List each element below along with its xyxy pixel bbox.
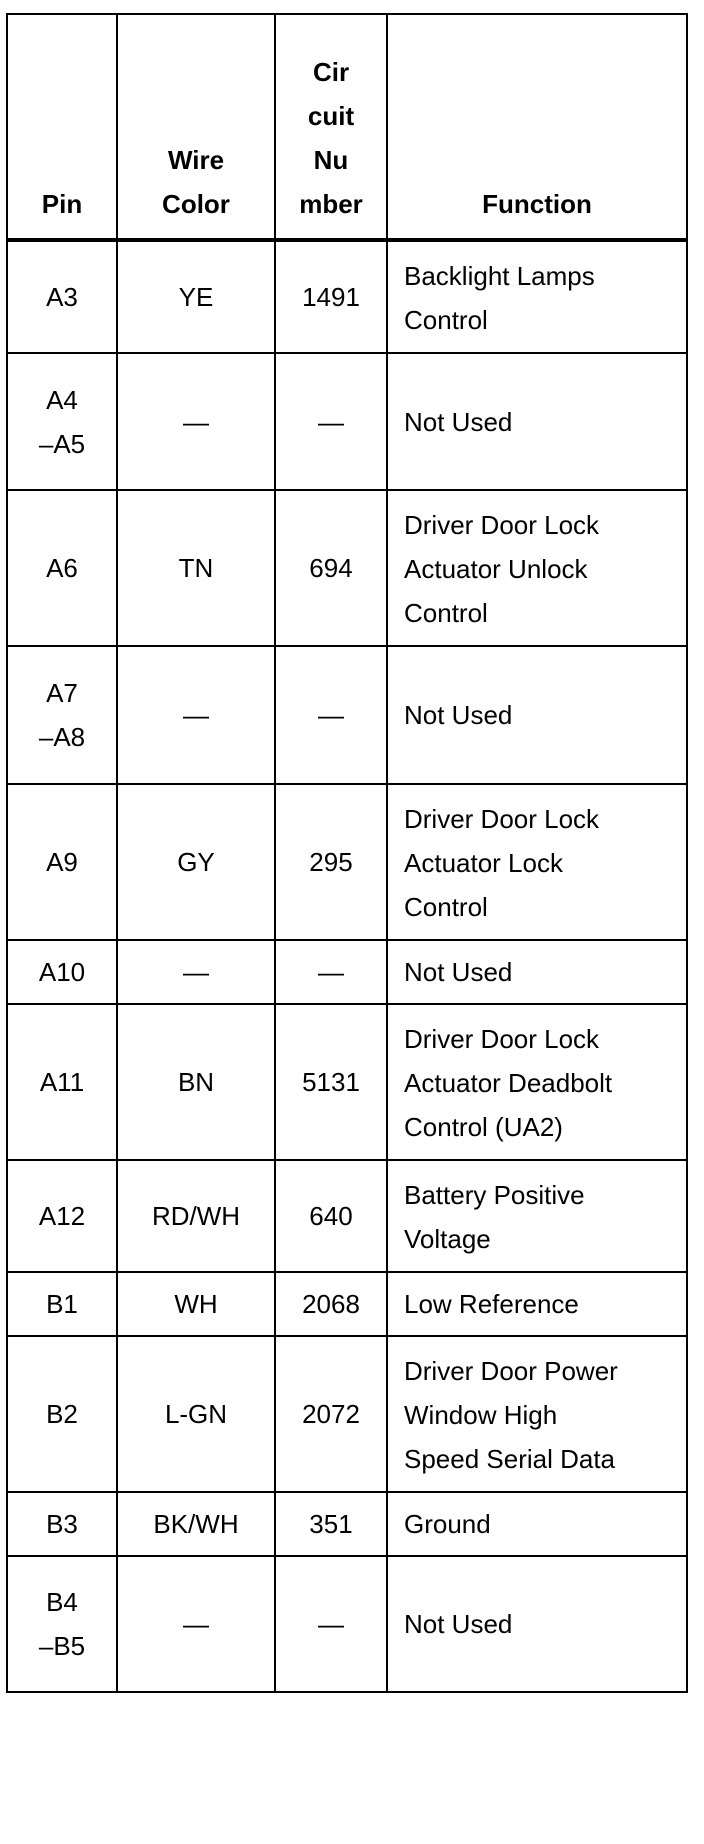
pin-cell	[7, 1004, 117, 1160]
wire-color-cell: YE	[117, 240, 275, 353]
pin-range-text: –B5	[38, 1631, 86, 1661]
wire-color-cell: BK/WH	[117, 1492, 275, 1556]
pin-cell	[7, 646, 117, 784]
function-line-2: Actuator Unlock	[404, 554, 588, 584]
function-line-1: Not Used	[404, 700, 513, 730]
pin-text: B3	[46, 1509, 78, 1539]
function-line-1: Not Used	[404, 1609, 513, 1639]
pin-cell	[7, 940, 117, 1004]
table-row	[7, 1272, 687, 1336]
header-wire-color-line-2: Color	[162, 189, 230, 219]
connector-pin-table	[6, 13, 688, 1693]
function-line-1: Driver Door Power	[404, 1356, 618, 1386]
wire-color-cell: TN	[117, 490, 275, 646]
function-cell	[387, 784, 687, 940]
function-cell	[387, 1160, 687, 1272]
function-cell	[387, 490, 687, 646]
circuit-cell: 2072	[275, 1336, 387, 1492]
function-line-3: Control (UA2)	[404, 1112, 563, 1142]
pin-text: A3	[46, 282, 78, 312]
table-row	[7, 240, 687, 353]
wire-color-cell: —	[117, 646, 275, 784]
header-wire-color-line-1: Wire	[167, 145, 225, 175]
pin-text: A7	[46, 678, 78, 708]
table-row	[7, 1336, 687, 1492]
circuit-cell: 2068	[275, 1272, 387, 1336]
table-row	[7, 1160, 687, 1272]
pin-cell	[7, 240, 117, 353]
function-line-1: Driver Door Lock	[404, 510, 600, 540]
pin-text: A11	[39, 1067, 85, 1097]
function-line-1: Ground	[404, 1509, 491, 1539]
function-line-2: Actuator Deadbolt	[404, 1068, 613, 1098]
header-circuit-line-4: mber	[299, 189, 363, 219]
table-row	[7, 1556, 687, 1692]
function-line-2: Control	[404, 305, 488, 335]
table-row	[7, 490, 687, 646]
function-cell	[387, 1556, 687, 1692]
function-cell	[387, 646, 687, 784]
pin-cell	[7, 1160, 117, 1272]
function-line-3: Control	[404, 892, 488, 922]
header-row	[7, 14, 687, 240]
pin-text: A12	[38, 1201, 86, 1231]
wire-color-cell: —	[117, 353, 275, 490]
pin-text: A10	[38, 957, 86, 987]
pin-cell	[7, 784, 117, 940]
wire-color-cell: RD/WH	[117, 1160, 275, 1272]
wire-color-cell: —	[117, 1556, 275, 1692]
pin-cell	[7, 1336, 117, 1492]
wire-color-cell: WH	[117, 1272, 275, 1336]
function-line-3: Speed Serial Data	[404, 1444, 616, 1474]
pin-text: A4	[46, 384, 78, 415]
circuit-cell: —	[275, 1556, 387, 1692]
function-line-2: Actuator Lock	[404, 848, 563, 878]
wire-color-cell: —	[117, 940, 275, 1004]
wire-color-cell: L-GN	[117, 1336, 275, 1492]
table-row	[7, 353, 687, 490]
function-line-1: Battery Positive	[404, 1180, 585, 1210]
table-row	[7, 646, 687, 784]
circuit-cell: 5131	[275, 1004, 387, 1160]
circuit-cell: 1491	[275, 240, 387, 353]
function-cell	[387, 1336, 687, 1492]
table-row	[7, 784, 687, 940]
header-circuit-line-2: cuit	[307, 101, 355, 131]
circuit-cell: 351	[275, 1492, 387, 1556]
pin-cell	[7, 1492, 117, 1556]
function-line-3: Control	[404, 598, 488, 628]
header-circuit-line-3: Nu	[313, 145, 349, 175]
function-line-1: Not Used	[404, 406, 513, 437]
function-cell	[387, 1272, 687, 1336]
header-wire-color	[117, 14, 275, 240]
pin-text: A6	[46, 553, 78, 583]
header-function-text: Function	[482, 189, 592, 219]
table-row	[7, 940, 687, 1004]
function-cell	[387, 1492, 687, 1556]
pin-cell	[7, 490, 117, 646]
circuit-cell: —	[275, 646, 387, 784]
pin-cell	[7, 353, 117, 490]
header-pin-text: Pin	[41, 189, 83, 219]
function-line-1: Low Reference	[404, 1289, 579, 1319]
circuit-cell: —	[275, 940, 387, 1004]
function-cell	[387, 353, 687, 490]
function-line-2: Voltage	[404, 1224, 491, 1254]
header-circuit-number	[275, 14, 387, 240]
function-line-1: Driver Door Lock	[404, 804, 600, 834]
circuit-cell: —	[275, 353, 387, 490]
table-row	[7, 1004, 687, 1160]
pin-cell	[7, 1272, 117, 1336]
wire-color-cell: GY	[117, 784, 275, 940]
function-cell	[387, 240, 687, 353]
pin-range-text: –A5	[38, 428, 86, 459]
pin-range-text: –A8	[38, 722, 86, 752]
function-cell	[387, 940, 687, 1004]
function-line-1: Driver Door Lock	[404, 1024, 600, 1054]
header-circuit-line-1: Cir	[312, 57, 350, 87]
circuit-cell: 694	[275, 490, 387, 646]
pin-text: B4	[46, 1587, 78, 1617]
pin-cell	[7, 1556, 117, 1692]
pin-text: B1	[46, 1289, 78, 1319]
function-line-1: Not Used	[404, 957, 513, 987]
header-pin	[7, 14, 117, 240]
function-line-2: Window High	[404, 1400, 558, 1430]
function-line-1: Backlight Lamps	[404, 261, 595, 291]
pin-text: A9	[46, 847, 78, 877]
pin-text: B2	[46, 1399, 78, 1429]
function-cell	[387, 1004, 687, 1160]
header-function	[387, 14, 687, 240]
circuit-cell: 640	[275, 1160, 387, 1272]
table-row	[7, 1492, 687, 1556]
wire-color-cell: BN	[117, 1004, 275, 1160]
circuit-cell: 295	[275, 784, 387, 940]
